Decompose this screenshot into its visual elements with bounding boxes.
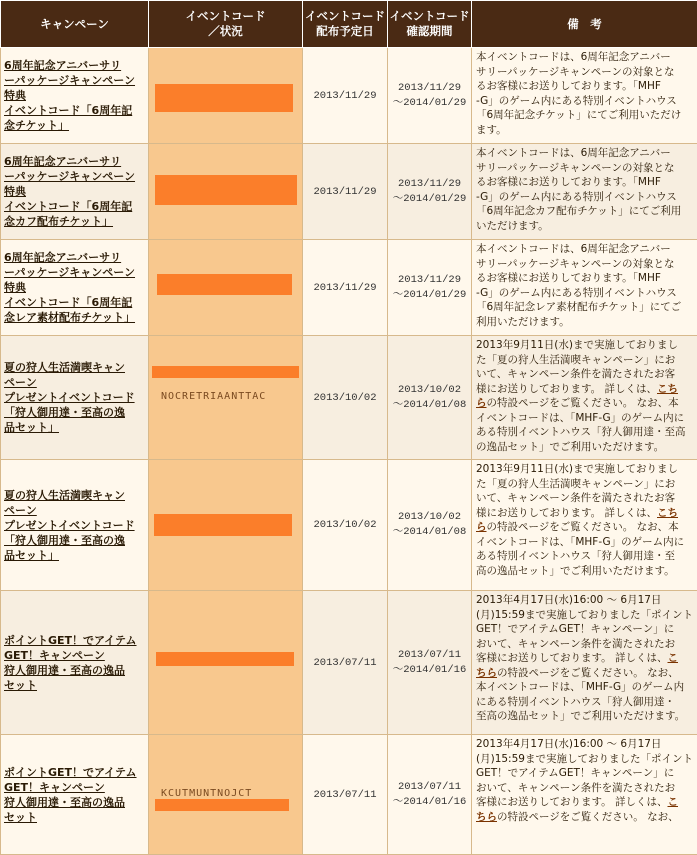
remarks-line: サリーパッケージキャンペーンの対象とな — [476, 257, 693, 272]
campaign-name-line: 6周年記念アニバーサリ — [4, 58, 145, 73]
campaign-name-link[interactable] — [1, 48, 149, 144]
remarks-line: (月)15:59まで実施しておりました「ポイント — [476, 752, 693, 767]
remarks-line: 「6周年記念カフ配布チケット」にてご利用 — [476, 204, 693, 219]
remarks-line: GET！でアイテムGET！キャンペーン」に — [476, 622, 693, 637]
distribution-date: 2013/10/02 — [303, 336, 388, 460]
confirmation-period — [388, 336, 472, 460]
confirmation-period — [388, 735, 472, 855]
campaign-name-line: GET！キャンペーン — [4, 648, 145, 663]
header-confirmation-period — [388, 1, 472, 48]
remarks-line: いて、キャンペーン条件を満たされたお客 — [476, 491, 693, 506]
remarks-line: おいて、キャンペーン条件を満たされたお — [476, 637, 693, 652]
campaign-name-line: GET！キャンペーン — [4, 780, 145, 795]
remarks-line[interactable]: らの特設ページをご覧ください。 なお、本 — [476, 520, 693, 535]
remarks-line: るお客様にお送りしております。「MHF — [476, 175, 693, 190]
confirmation-period — [388, 48, 472, 144]
table-row — [1, 48, 697, 144]
remarks-line[interactable]: 客様にお送りしております。 詳しくは、こ — [476, 651, 693, 666]
remarks-text — [472, 336, 697, 460]
remarks-line: 「6周年記念チケット」にてご利用いただけ — [476, 108, 693, 123]
campaign-name-line: 特典 — [4, 184, 145, 199]
header-line: 配布予定日 — [303, 24, 387, 39]
remarks-line: るお客様にお送りしております。「MHF — [476, 271, 693, 286]
header-line: イベントコード — [149, 9, 302, 24]
remarks-line: の逸品セット」でご利用いただけます。 — [476, 440, 693, 455]
campaign-name-line: イベントコード「6周年記 — [4, 103, 145, 118]
campaign-name-line: 「狩人御用達・至高の逸 — [4, 533, 145, 548]
remarks-line: 2013年9月11日(水)まで実施しておりまし — [476, 462, 693, 477]
campaign-name-link[interactable] — [1, 336, 149, 460]
campaign-name-line: 特典 — [4, 280, 145, 295]
header-line: イベントコード — [388, 9, 471, 24]
event-code-text: KCUTMUNTNOJCT — [161, 788, 252, 799]
campaign-name-link[interactable] — [1, 735, 149, 855]
campaign-name-line: 品セット」 — [4, 548, 145, 563]
remarks-line: るお客様にお送りしております。「MHF — [476, 79, 693, 94]
campaign-name-line: ーパッケージキャンペーン — [4, 73, 145, 88]
remarks-line: 本イベントコードは、6周年記念アニバー — [476, 146, 693, 161]
event-code-cell — [149, 240, 303, 336]
remarks-text — [472, 48, 697, 144]
table-row — [1, 460, 697, 591]
remarks-line[interactable]: 客様にお送りしております。 詳しくは、こ — [476, 795, 693, 810]
period-line: ～2014/01/08 — [388, 525, 471, 540]
header-line: イベントコード — [303, 9, 387, 24]
redaction-block — [157, 274, 292, 295]
period-line: 2013/07/11 — [388, 648, 471, 663]
header-remarks — [472, 1, 697, 48]
period-line: ～2014/01/29 — [388, 96, 471, 111]
period-line: ～2014/01/29 — [388, 192, 471, 207]
remarks-line[interactable]: ちらの特設ページをご覧ください。 なお、 — [476, 810, 693, 825]
campaign-name-line: 品セット」 — [4, 420, 145, 435]
remarks-line: イベントコードは、「MHF-G」のゲーム内に — [476, 411, 693, 426]
campaign-name-link[interactable] — [1, 240, 149, 336]
remarks-line: ある特別イベントハウス「狩人御用達・至 — [476, 549, 693, 564]
campaign-name-line: イベントコード「6周年記 — [4, 295, 145, 310]
event-code-cell — [149, 48, 303, 144]
event-code-cell — [149, 460, 303, 591]
campaign-name-link[interactable] — [1, 144, 149, 240]
campaign-name-line: 狩人御用達・至高の逸品 — [4, 795, 145, 810]
campaign-name-line: ーパッケージキャンペーン — [4, 169, 145, 184]
remarks-line: サリーパッケージキャンペーンの対象とな — [476, 161, 693, 176]
remarks-line: いただけます。 — [476, 219, 693, 234]
confirmation-period — [388, 144, 472, 240]
remarks-line: 2013年4月17日(水)16:00 ～ 6月17日 — [476, 593, 693, 608]
period-line: ～2014/01/08 — [388, 398, 471, 413]
remarks-line: にある特別イベントハウス「狩人御用達・ — [476, 695, 693, 710]
campaign-name-line: ペーン — [4, 503, 145, 518]
special-page-link[interactable]: ちら — [476, 667, 497, 679]
campaign-name-line: プレゼントイベントコード — [4, 518, 145, 533]
confirmation-period — [388, 460, 472, 591]
remarks-line[interactable]: 様にお送りしております。 詳しくは、こち — [476, 506, 693, 521]
period-line: ～2014/01/16 — [388, 795, 471, 810]
redaction-block — [152, 366, 299, 378]
special-page-link[interactable]: ちら — [476, 811, 497, 823]
event-code-cell — [149, 336, 303, 460]
distribution-date: 2013/11/29 — [303, 144, 388, 240]
remarks-line[interactable]: ちらの特設ページをご覧ください。 なお、 — [476, 666, 693, 681]
header-line: キャンペーン — [1, 17, 148, 32]
remarks-line: 本イベントコードは、「MHF-G」のゲーム内 — [476, 680, 693, 695]
remarks-text — [472, 144, 697, 240]
table-row — [1, 240, 697, 336]
table-row — [1, 144, 697, 240]
distribution-date: 2013/07/11 — [303, 591, 388, 735]
remarks-line: -G」のゲーム内にある特別イベントハウス — [476, 286, 693, 301]
period-line: 2013/10/02 — [388, 383, 471, 398]
confirmation-period — [388, 240, 472, 336]
event-code-cell — [149, 735, 303, 855]
campaign-name-line: ーパッケージキャンペーン — [4, 265, 145, 280]
remarks-line: -G」のゲーム内にある特別イベントハウス — [476, 190, 693, 205]
remarks-text — [472, 460, 697, 591]
campaign-name-line: 6周年記念アニバーサリ — [4, 154, 145, 169]
remarks-text — [472, 240, 697, 336]
remarks-line: ます。 — [476, 123, 693, 138]
campaign-name-line: 6周年記念アニバーサリ — [4, 250, 145, 265]
header-distribution-date — [303, 1, 388, 48]
campaign-name-line: 夏の狩人生活満喫キャン — [4, 360, 145, 375]
campaign-name-line: ポイントGET！でアイテム — [4, 633, 145, 648]
remarks-line: 2013年4月17日(水)16:00 ～ 6月17日 — [476, 737, 693, 752]
campaign-name-line: 「狩人御用達・至高の逸 — [4, 405, 145, 420]
distribution-date: 2013/10/02 — [303, 460, 388, 591]
remarks-text — [472, 591, 697, 735]
campaign-name-line: 夏の狩人生活満喫キャン — [4, 488, 145, 503]
special-page-link[interactable]: こち — [657, 507, 678, 519]
remarks-line[interactable]: らの特設ページをご覧ください。 なお、本 — [476, 396, 693, 411]
period-line: 2013/11/29 — [388, 81, 471, 96]
remarks-line: 高の逸品セット」でご利用いただけます。 — [476, 564, 693, 579]
campaign-name-line: セット — [4, 810, 145, 825]
campaign-name-line: セット — [4, 678, 145, 693]
remarks-line: た「夏の狩人生活満喫キャンペーン」にお — [476, 477, 693, 492]
campaign-name-line: 狩人御用達・至高の逸品 — [4, 663, 145, 678]
remarks-line: おいて、キャンペーン条件を満たされたお — [476, 781, 693, 796]
distribution-date: 2013/11/29 — [303, 240, 388, 336]
special-page-link[interactable]: こ — [668, 652, 679, 664]
campaign-name-line: プレゼントイベントコード — [4, 390, 145, 405]
campaign-name-line: 念レア素材配布チケット」 — [4, 310, 145, 325]
period-line: 2013/11/29 — [388, 273, 471, 288]
redaction-block — [155, 84, 293, 112]
remarks-line: 利用いただけます。 — [476, 315, 693, 330]
distribution-date: 2013/11/29 — [303, 48, 388, 144]
event-code-cell — [149, 591, 303, 735]
remarks-line: いて、キャンペーン条件を満たされたお客 — [476, 367, 693, 382]
header-line: ／状況 — [149, 24, 302, 39]
period-line: 2013/10/02 — [388, 510, 471, 525]
header-line: 確認期間 — [388, 24, 471, 39]
remarks-line: (月)15:59まで実施しておりました「ポイント — [476, 608, 693, 623]
remarks-line: GET！でアイテムGET！キャンペーン」に — [476, 766, 693, 781]
campaign-name-line: 念カフ配布チケット」 — [4, 214, 145, 229]
event-code-text: NOCRETRIAANTTAC — [161, 391, 266, 402]
special-page-link[interactable]: こ — [668, 796, 679, 808]
header-row — [1, 1, 697, 48]
remarks-line: サリーパッケージキャンペーンの対象とな — [476, 65, 693, 80]
remarks-text — [472, 735, 697, 855]
special-page-link[interactable]: こち — [657, 383, 678, 395]
remarks-line: 至高の逸品セット」でご利用いただけます。 — [476, 709, 693, 724]
header-campaign — [1, 1, 149, 48]
table-row — [1, 735, 697, 855]
table-row — [1, 591, 697, 735]
remarks-line: 本イベントコードは、6周年記念アニバー — [476, 50, 693, 65]
redaction-block — [154, 514, 292, 536]
remarks-line[interactable]: 様にお送りしております。 詳しくは、こち — [476, 382, 693, 397]
period-line: 2013/07/11 — [388, 780, 471, 795]
campaign-name-line: 念チケット」 — [4, 118, 145, 133]
campaign-name-line: ペーン — [4, 375, 145, 390]
remarks-line: 本イベントコードは、6周年記念アニバー — [476, 242, 693, 257]
remarks-line: 2013年9月11日(水)まで実施しておりまし — [476, 338, 693, 353]
distribution-date: 2013/07/11 — [303, 735, 388, 855]
table-row — [1, 336, 697, 460]
confirmation-period — [388, 591, 472, 735]
remarks-line: た「夏の狩人生活満喫キャンペーン」にお — [476, 353, 693, 368]
campaign-name-line: ポイントGET！でアイテム — [4, 765, 145, 780]
special-page-link[interactable]: ら — [476, 521, 487, 533]
redaction-block — [155, 799, 289, 811]
redaction-block — [155, 175, 297, 205]
remarks-line: イベントコードは、「MHF-G」のゲーム内に — [476, 535, 693, 550]
special-page-link[interactable]: ら — [476, 397, 487, 409]
period-line: 2013/11/29 — [388, 177, 471, 192]
campaign-name-link[interactable] — [1, 460, 149, 591]
header-event-code-status — [149, 1, 303, 48]
campaign-name-line: イベントコード「6周年記 — [4, 199, 145, 214]
redaction-block — [156, 652, 294, 666]
period-line: ～2014/01/16 — [388, 663, 471, 678]
campaign-name-link[interactable] — [1, 591, 149, 735]
header-line: 備 考 — [472, 17, 697, 32]
remarks-line: 「6周年記念レア素材配布チケット」にてご — [476, 300, 693, 315]
campaign-name-line: 特典 — [4, 88, 145, 103]
event-code-cell — [149, 144, 303, 240]
remarks-line: -G」のゲーム内にある特別イベントハウス — [476, 94, 693, 109]
remarks-line: ある特別イベントハウス「狩人御用達・至高 — [476, 425, 693, 440]
period-line: ～2014/01/29 — [388, 288, 471, 303]
